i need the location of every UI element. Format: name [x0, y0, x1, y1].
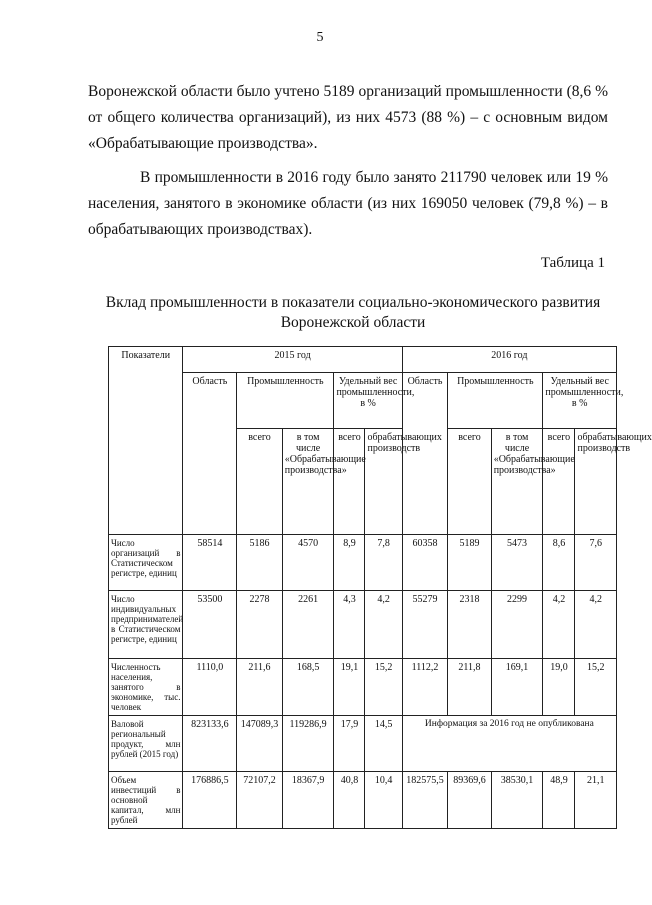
cell-value: 169,1	[491, 659, 543, 716]
row-indicator: Валовой региональный продукт, млн рублей (2015 год)	[109, 716, 183, 772]
cell-value: 53500	[183, 591, 237, 659]
header-share-total-2016: всего	[543, 429, 575, 535]
header-region-2015: Область	[183, 373, 237, 535]
cell-value: 182575,5	[402, 772, 448, 829]
cell-value: 17,9	[334, 716, 365, 772]
cell-value: 5473	[491, 535, 543, 591]
cell-value: 5189	[448, 535, 491, 591]
header-year-2015: 2015 год	[183, 347, 402, 373]
page-number: 5	[316, 30, 324, 45]
cell-value: 19,0	[543, 659, 575, 716]
paragraph-employment: В промышленности в 2016 году было занято 211790 человек или 19 % населения, занятого в экономике области (из них 169050 человек (79,8 %) – в обрабатывающих производствах).	[88, 169, 608, 238]
header-industry-2016: Промышленность	[448, 373, 543, 429]
cell-value: 1110,0	[183, 659, 237, 716]
header-region-2016: Область	[402, 373, 448, 535]
cell-value: 8,9	[334, 535, 365, 591]
cell-value: 89369,6	[448, 772, 491, 829]
header-year-2016: 2016 год	[402, 347, 616, 373]
cell-value: 168,5	[282, 659, 334, 716]
cell-value: 7,6	[575, 535, 617, 591]
industry-contribution-table	[108, 346, 652, 829]
table-row	[109, 716, 617, 772]
cell-value: 14,5	[365, 716, 402, 772]
row-indicator: Число индивидуальных предпринимателей в Статистическом регистре, единиц	[109, 591, 183, 659]
cell-value: 1112,2	[402, 659, 448, 716]
cell-value: 4,2	[575, 591, 617, 659]
paragraph-organizations: Воронежской области было учтено 5189 организаций промышленности (8,6 % от общего количества организаций), из них 4573 (88 %) – с основным видом «Обрабатывающие производства».	[88, 83, 608, 152]
cell-value: 19,1	[334, 659, 365, 716]
header-share-manufacturing-2016: обрабатывающих производств	[575, 429, 617, 535]
cell-value: 55279	[402, 591, 448, 659]
header-share-manufacturing-2015: обрабатывающих производств	[365, 429, 402, 535]
header-incl-manufacturing-2016: в том числе «Обрабатывающие производства»	[491, 429, 543, 535]
cell-value: 211,8	[448, 659, 491, 716]
cell-value: 147089,3	[237, 716, 283, 772]
cell-value: 823133,6	[183, 716, 237, 772]
header-total-2016: всего	[448, 429, 491, 535]
cell-value: 2318	[448, 591, 491, 659]
row-indicator: Численность населения, занятого в экономике, тыс. человек	[109, 659, 183, 716]
cell-value: 15,2	[365, 659, 402, 716]
cell-value: 2261	[282, 591, 334, 659]
cell-value: 21,1	[575, 772, 617, 829]
table-row	[109, 591, 617, 659]
header-industry-2015: Промышленность	[237, 373, 334, 429]
cell-value: 10,4	[365, 772, 402, 829]
row-indicator: Число организаций в Статистическом регистре, единиц	[109, 535, 183, 591]
table-row	[109, 659, 617, 716]
header-share-2016: Удельный вес промышленности, в %	[543, 373, 617, 429]
cell-value: 4,2	[543, 591, 575, 659]
header-share-2015: Удельный вес промышленности, в %	[334, 373, 402, 429]
cell-value: 4570	[282, 535, 334, 591]
table-row	[109, 535, 617, 591]
cell-value: 211,6	[237, 659, 283, 716]
cell-value: 58514	[183, 535, 237, 591]
header-incl-manufacturing-2015: в том числе «Обрабатывающие производства»	[282, 429, 334, 535]
cell-value: 119286,9	[282, 716, 334, 772]
cell-value: 60358	[402, 535, 448, 591]
cell-value: 2278	[237, 591, 283, 659]
cell-value: 38530,1	[491, 772, 543, 829]
table-label: Таблица 1	[540, 255, 605, 271]
cell-value: 40,8	[334, 772, 365, 829]
cell-value: 72107,2	[237, 772, 283, 829]
header-share-total-2015: всего	[334, 429, 365, 535]
cell-value: 7,8	[365, 535, 402, 591]
table-title: Вклад промышленности в показатели социально-экономического развития Воронежской области	[105, 294, 601, 331]
table-row	[109, 772, 617, 829]
cell-value: 48,9	[543, 772, 575, 829]
cell-value: 18367,9	[282, 772, 334, 829]
note-2016-not-published: Информация за 2016 год не опубликована	[402, 716, 616, 772]
cell-value: 15,2	[575, 659, 617, 716]
cell-value: 176886,5	[183, 772, 237, 829]
cell-value: 2299	[491, 591, 543, 659]
row-indicator: Объем инвестиций в основной капитал, млн рублей	[109, 772, 183, 829]
header-indicator: Показатели	[109, 347, 183, 535]
cell-value: 4,2	[365, 591, 402, 659]
cell-value: 5186	[237, 535, 283, 591]
header-total-2015: всего	[237, 429, 283, 535]
cell-value: 8,6	[543, 535, 575, 591]
cell-value: 4,3	[334, 591, 365, 659]
